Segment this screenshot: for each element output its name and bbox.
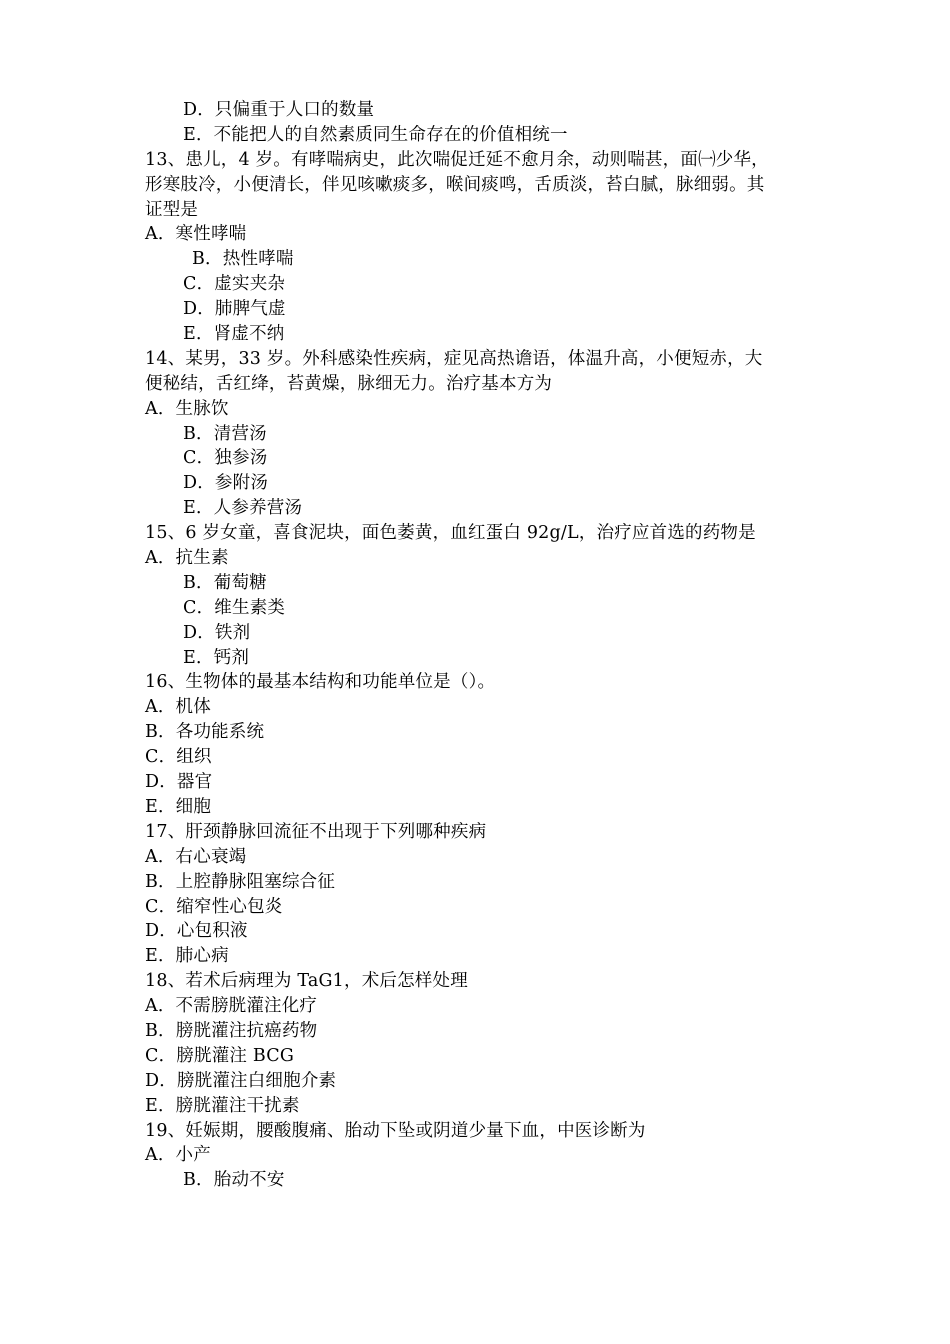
text-line: E．膀胱灌注干扰素 — [145, 1095, 300, 1116]
text-line: E．细胞 — [145, 796, 212, 817]
text-line: C．组织 — [145, 747, 212, 768]
text-line: A．抗生素 — [145, 548, 229, 569]
text-line: A．生脉饮 — [145, 398, 229, 419]
text-line: B．各功能系统 — [145, 722, 265, 743]
text-line: D．只偏重于人口的数量 — [183, 100, 375, 120]
text-line: 13、患儿，4 岁。有哮喘病史，此次喘促迁延不愈月余，动则喘甚，面㈠少华， — [145, 149, 769, 170]
text-line: D．膀胱灌注白细胞介素 — [145, 1070, 337, 1091]
text-line: 19、妊娠期，腰酸腹痛、胎动下坠或阴道少量下血，中医诊断为 — [145, 1120, 646, 1141]
text-line: 17、肝颈静脉回流征不出现于下列哪种疾病 — [145, 821, 487, 842]
text-line: D．肺脾气虚 — [183, 299, 286, 320]
text-line: E．肺心病 — [145, 946, 229, 967]
text-line: 18、若术后病理为 TaG1，术后怎样处理 — [145, 971, 468, 992]
text-line: A．小产 — [145, 1145, 211, 1166]
text-line: A．寒性哮喘 — [145, 224, 247, 245]
text-line: C．维生素类 — [183, 597, 286, 618]
document-page — [0, 98, 950, 1193]
text-line: C．独参汤 — [183, 448, 268, 469]
text-line: B．膀胱灌注抗癌药物 — [145, 1020, 318, 1041]
text-line: B．葡萄糖 — [183, 572, 267, 593]
text-line: B．上腔静脉阻塞综合征 — [145, 871, 336, 892]
text-line: A．机体 — [145, 697, 211, 718]
text-line: E．人参养营汤 — [183, 498, 303, 519]
text-line: B．胎动不安 — [183, 1170, 285, 1191]
text-line: A．右心衰竭 — [145, 846, 247, 867]
text-line: D．参附汤 — [183, 473, 269, 494]
text-line: 14、某男，33 岁。外科感染性疾病，症见高热谵语，体温升高，小便短赤，大 — [145, 348, 763, 369]
text-line: E．钙剂 — [183, 647, 250, 668]
text-line: 16、生物体的最基本结构和功能单位是（）。 — [145, 672, 496, 693]
text-line: C．虚实夹杂 — [183, 274, 286, 295]
text-line: C．膀胱灌注 BCG — [145, 1045, 295, 1066]
text-line: D．器官 — [145, 772, 213, 793]
text-line: E．肾虚不纳 — [183, 324, 285, 345]
text-line: C．缩窄性心包炎 — [145, 896, 283, 917]
text-line: 便秘结，舌红绛，苔黄燥，脉细无力。治疗基本方为 — [145, 373, 553, 394]
text-line: A．不需膀胱灌注化疗 — [145, 996, 318, 1017]
text-line: 证型是 — [145, 199, 199, 220]
text-line: B．热性哮喘 — [192, 249, 294, 270]
text-line: E．不能把人的自然素质同生命存在的价值相统一 — [183, 124, 568, 145]
text-line: D．铁剂 — [183, 622, 251, 643]
text-line: D．心包积液 — [145, 921, 248, 942]
text-line: 15、6 岁女童，喜食泥块，面色萎黄，血红蛋白 92g/L，治疗应首选的药物是 — [145, 523, 756, 544]
text-line: 形寒肢冷，小便清长，伴见咳嗽痰多，喉间痰鸣，舌质淡，苔白腻，脉细弱。其 — [145, 174, 765, 195]
text-line: B．清营汤 — [183, 423, 267, 444]
